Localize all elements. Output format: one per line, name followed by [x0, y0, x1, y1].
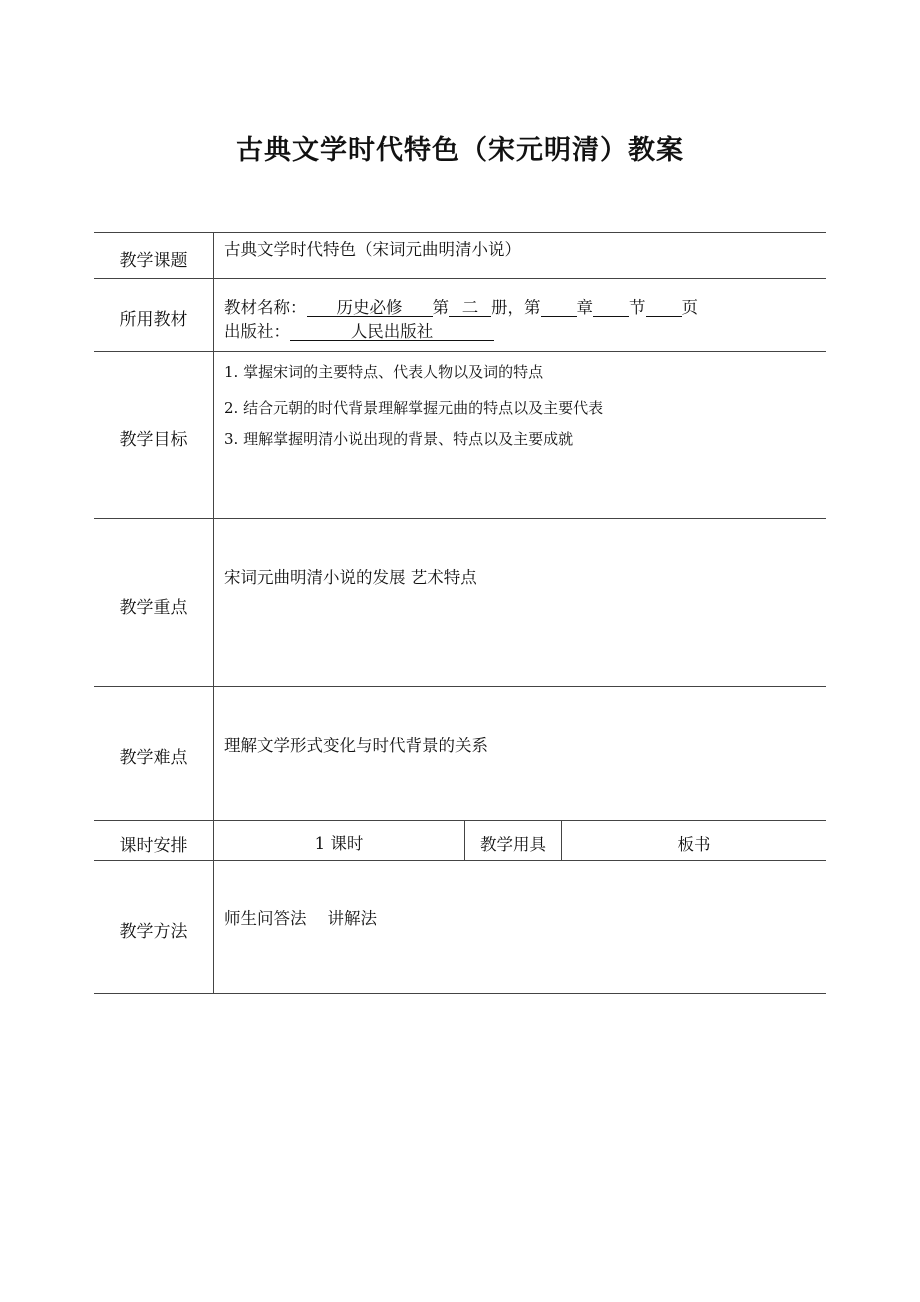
publisher-line: [224, 318, 494, 342]
row-label-objectives: 教学目标: [119, 430, 188, 450]
objective-item: 3. 理解掌握明清小说出现的背景、特点以及主要成就: [224, 430, 574, 448]
table-rule: [94, 232, 826, 233]
row-label-difficulties: 教学难点: [119, 748, 188, 768]
table-rule: [94, 278, 826, 279]
schedule-value: 1 课时: [314, 834, 364, 853]
table-rule: [94, 686, 826, 687]
document-title: 古典文学时代特色（宋元明清）教案: [236, 135, 684, 166]
methods-value: 师生问答法 讲解法: [224, 909, 377, 928]
table-rule: [94, 993, 826, 994]
key-points-value: 宋词元曲明清小说的发展 艺术特点: [224, 568, 477, 587]
row-label-key-points: 教学重点: [119, 598, 188, 618]
textbook-di: 第: [432, 298, 449, 317]
row-label-textbook: 所用教材: [119, 310, 188, 330]
difficulties-value: 理解文学形式变化与时代背景的关系: [224, 736, 488, 755]
table-rule: [94, 518, 826, 519]
textbook-section: [593, 299, 629, 317]
textbook-page: [646, 299, 682, 317]
textbook-ye: 页: [681, 298, 698, 317]
objective-item: 2. 结合元朝的时代背景理解掌握元曲的特点以及主要代表: [224, 399, 604, 417]
textbook-ce: 册，第: [491, 298, 541, 317]
publisher-label: 出版社：: [224, 322, 290, 341]
row-label-schedule: 课时安排: [119, 836, 188, 856]
table-rule: [94, 860, 826, 861]
textbook-zhang: 章: [576, 298, 593, 317]
table-rule: [94, 820, 826, 821]
textbook-chapter: [541, 299, 577, 317]
row-label-topic: 教学课题: [119, 251, 188, 271]
table-rule: [213, 232, 214, 994]
textbook-name-label: 教材名称：: [224, 298, 307, 317]
publisher-value: 人民出版社: [290, 323, 494, 341]
objective-item: 1. 掌握宋词的主要特点、代表人物以及词的特点: [224, 363, 544, 381]
tools-value: 板书: [677, 835, 711, 854]
textbook-line: [224, 294, 698, 318]
table-rule: [94, 351, 826, 352]
textbook-volume: 二: [449, 299, 491, 317]
textbook-name-value: 历史必修: [307, 299, 433, 317]
topic-value: 古典文学时代特色（宋词元曲明清小说）: [224, 240, 521, 259]
textbook-jie: 节: [629, 298, 646, 317]
row-label-methods: 教学方法: [119, 922, 188, 942]
tools-label: 教学用具: [480, 835, 546, 854]
